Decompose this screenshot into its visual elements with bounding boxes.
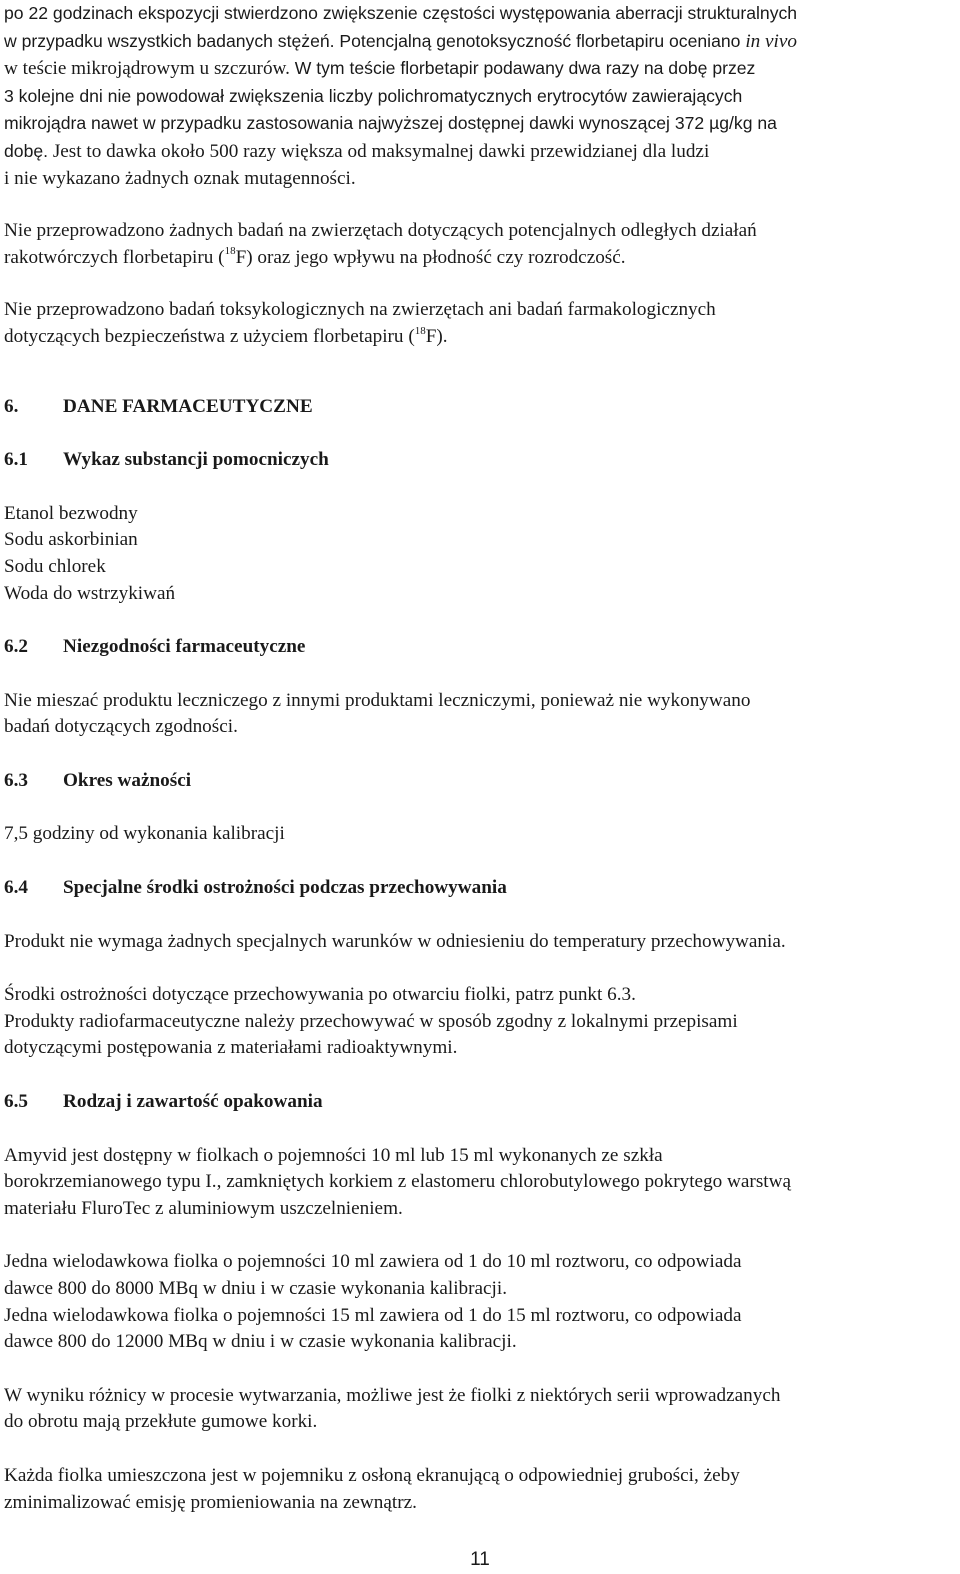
text-line: dawce 800 do 12000 MBq w dniu i w czasie wykonania kalibracji.: [4, 1331, 517, 1353]
text-span: Jest to dawka około 500 razy większa od maksymalnej dawki przewidzianej dla ludzi: [48, 140, 710, 162]
container-paragraph-2: [4, 1249, 956, 1355]
section-heading-6-5: [4, 1089, 956, 1116]
list-item: Sodu askorbinian: [4, 529, 138, 551]
text-line: Nie przeprowadzono żadnych badań na zwierzętach dotyczących potencjalnych odległych działań: [4, 220, 757, 242]
section-number: 6.3: [4, 769, 28, 791]
text-span: po 22 godzinach ekspozycji stwierdzono zwiększenie częstości występowania aberracji strukturalnych: [4, 3, 798, 23]
text-line: do obrotu mają przekłute gumowe korki.: [4, 1411, 318, 1433]
list-item: Etanol bezwodny: [4, 502, 138, 524]
text-line: Każda fiolka umieszczona jest w pojemniku z osłoną ekranującą o odpowiedniej grubości, żeby: [4, 1464, 740, 1486]
document-page: [4, 0, 956, 1516]
text-line: Jedna wielodawkowa fiolka o pojemności 10 ml zawiera od 1 do 10 ml roztworu, co odpowiada: [4, 1251, 742, 1273]
text-span: dobę.: [4, 140, 49, 161]
text-line: [4, 28, 956, 56]
section-title: Niezgodności farmaceutyczne: [63, 636, 306, 658]
text-line: [4, 138, 956, 166]
list-item: Woda do wstrzykiwań: [4, 582, 176, 604]
italic-term: in vivo: [745, 30, 797, 52]
genotoxicity-paragraph: [4, 0, 956, 192]
text-line: [4, 110, 956, 138]
section-number: 6.: [4, 395, 19, 417]
section-number: 6.5: [4, 1091, 28, 1113]
container-paragraph-4: [4, 1463, 956, 1516]
text-line: W wyniku różnicy w procesie wytwarzania, możliwe jest że fiolki z niektórych serii wprowadzanych: [4, 1384, 781, 1406]
section-heading-6-1: [4, 447, 956, 474]
section-title: Rodzaj i zawartość opakowania: [63, 1091, 323, 1113]
text-span: F).: [425, 325, 448, 347]
text-line: [4, 166, 956, 193]
isotope-superscript: 18: [414, 324, 426, 337]
text-line: Nie mieszać produktu leczniczego z innymi produktami leczniczymi, ponieważ nie wykonywano: [4, 689, 751, 711]
shelf-life-paragraph: [4, 821, 956, 848]
container-paragraph-1: [4, 1143, 956, 1223]
section-title: Okres ważności: [63, 769, 192, 791]
text-span: F) oraz jego wpływu na płodność czy rozrodczość.: [235, 246, 626, 268]
incompatibilities-paragraph: [4, 688, 956, 741]
text-span: i nie wykazano żadnych oznak mutagenności.: [4, 167, 356, 189]
text-line: Produkty radiofarmaceutyczne należy przechowywać w sposób zgodny z lokalnymi przepisami: [4, 1010, 738, 1032]
text-line: [4, 55, 956, 83]
section-number: 6.1: [4, 449, 28, 471]
text-span: 3 kolejne dni nie powodował zwiększenia liczby polichromatycznych erytrocytów zawierających: [4, 85, 743, 106]
isotope-superscript: 18: [224, 245, 236, 258]
text-span: rakotwórczych florbetapiru (: [4, 246, 225, 268]
text-line: Jedna wielodawkowa fiolka o pojemności 15 ml zawiera od 1 do 15 ml roztworu, co odpowiada: [4, 1304, 742, 1326]
text-line: borokrzemianowego typu I., zamkniętych korkiem z elastomeru chlorobutylowego pokrytego warstwą: [4, 1171, 791, 1193]
text-line: materiału FluroTec z aluminiowym uszczelnieniem.: [4, 1197, 403, 1219]
toxicology-paragraph: [4, 297, 956, 350]
section-title: Wykaz substancji pomocniczych: [63, 449, 329, 471]
text-line: [4, 0, 956, 28]
text-line: dawce 800 do 8000 MBq w dniu i w czasie wykonania kalibracji.: [4, 1278, 508, 1299]
text-line: Środki ostrożności dotyczące przechowywania po otwarciu fiolki, patrz punkt 6.3.: [4, 984, 636, 1006]
text-line: [4, 324, 956, 351]
text-span: w przypadku wszystkich badanych stężeń. Potencjalną genotoksyczność florbetapiru oceniano: [4, 30, 746, 51]
text-span: mikrojądra nawet w przypadku zastosowania najwyższej dostępnej dawki wynoszącej 372 µg/kg na: [4, 113, 777, 134]
text-span: w teście mikrojądrowym u szczurów.: [4, 58, 295, 80]
list-item: Sodu chlorek: [4, 555, 106, 577]
text-line: Produkt nie wymaga żadnych specjalnych warunków w odniesieniu do temperatury przechowywania.: [4, 930, 786, 952]
section-number: 6.2: [4, 636, 28, 658]
text-line: [4, 245, 956, 272]
excipients-list: [4, 501, 956, 607]
section-heading-6-4: [4, 875, 956, 902]
text-span: W tym teście florbetapir podawany dwa razy na dobę przez: [294, 58, 756, 79]
section-heading-6: [4, 394, 956, 421]
text-line: badań dotyczących zgodności.: [4, 716, 238, 738]
text-span: dotyczących bezpieczeństwa z użyciem florbetapiru (: [4, 325, 415, 347]
text-line: dotyczącymi postępowania z materiałami radioaktywnymi.: [4, 1037, 458, 1059]
storage-paragraph-1: [4, 929, 956, 956]
section-heading-6-2: [4, 634, 956, 661]
text-line: zminimalizować emisję promieniowania na zewnątrz.: [4, 1491, 417, 1513]
text-line: Nie przeprowadzono badań toksykologicznych na zwierzętach ani badań farmakologicznych: [4, 299, 716, 321]
container-paragraph-3: [4, 1383, 956, 1436]
section-heading-6-3: [4, 768, 956, 795]
storage-paragraph-2: [4, 982, 956, 1062]
section-title: Specjalne środki ostrożności podczas przechowywania: [63, 877, 507, 899]
text-line: Amyvid jest dostępny w fiolkach o pojemności 10 ml lub 15 ml wykonanych ze szkła: [4, 1144, 663, 1166]
section-number: 6.4: [4, 877, 28, 899]
carcinogenicity-paragraph: [4, 218, 956, 271]
text-line: [4, 83, 956, 111]
section-title: DANE FARMACEUTYCZNE: [63, 395, 313, 417]
text-line: 7,5 godziny od wykonania kalibracji: [4, 823, 285, 845]
page-number: 11: [470, 1549, 490, 1570]
